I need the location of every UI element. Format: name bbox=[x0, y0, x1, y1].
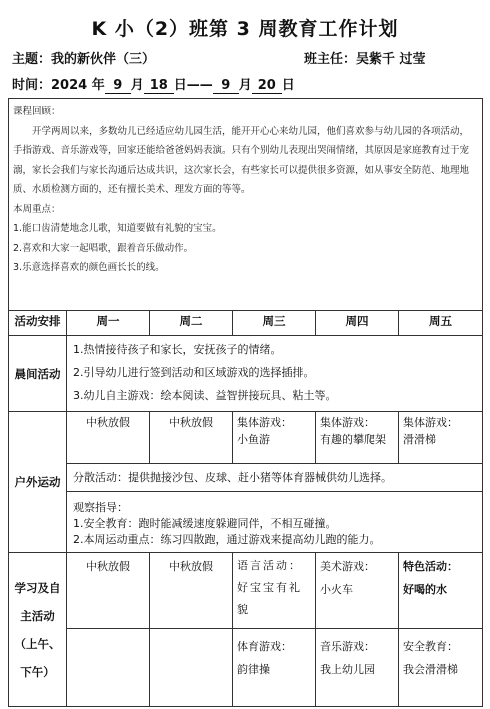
morning-content bbox=[67, 336, 483, 412]
date-month-word-2: 月 bbox=[238, 78, 252, 93]
observe-heading: 观察指导： bbox=[73, 501, 128, 514]
date-line bbox=[12, 74, 295, 94]
learning-cell: 中秋放假 bbox=[67, 553, 150, 629]
theme-value: 我的新伙伴（三） bbox=[51, 52, 156, 67]
date-end-day: 20 bbox=[252, 78, 282, 94]
scatter-activity: 分散活动：提供抛接沙包、皮球、赶小猪等体育器械供幼儿选择。 bbox=[67, 464, 483, 492]
learning-label-line: 下午） bbox=[20, 664, 55, 679]
theme-label: 主题： bbox=[12, 52, 52, 67]
outdoor-day-cell: 中秋放假 bbox=[150, 412, 233, 464]
date-end-month: 9 bbox=[213, 78, 239, 94]
header-row bbox=[9, 311, 483, 336]
outdoor-days-row bbox=[9, 412, 483, 464]
outdoor-observe-row bbox=[9, 492, 483, 553]
learning-label bbox=[9, 553, 67, 707]
learning-cell: 美术游戏： 小火车 bbox=[316, 553, 399, 629]
plan-table bbox=[8, 98, 483, 707]
learning-cell: 特色活动： 好喝的水 bbox=[399, 553, 483, 629]
date-start-month: 9 bbox=[105, 78, 131, 94]
outdoor-day-cell: 集体游戏： 滑滑梯 bbox=[399, 412, 483, 464]
teacher-label: 班主任： bbox=[304, 52, 357, 67]
header-day: 周五 bbox=[399, 311, 483, 336]
learning-label-line: （上午、 bbox=[14, 636, 61, 651]
learning-cell bbox=[67, 629, 150, 707]
page-title: K 小（2）班第 3 周教育工作计划 bbox=[91, 18, 399, 40]
teacher-value: 吴紫千 过莹 bbox=[356, 52, 426, 67]
focus-item: 1.能口齿清楚地念儿歌，知道要做有礼貌的宝宝。 bbox=[13, 223, 222, 234]
morning-line: 3.幼儿自主游戏：绘本阅读、益智拼接玩具、粘土等。 bbox=[73, 389, 337, 402]
learning-cell bbox=[150, 629, 233, 707]
date-separator: 日—— bbox=[173, 78, 213, 93]
header-day: 周四 bbox=[316, 311, 399, 336]
outdoor-day-cell: 中秋放假 bbox=[67, 412, 150, 464]
theme-line bbox=[12, 48, 155, 67]
learning-cell: 安全教育： 我会滑滑梯 bbox=[399, 629, 483, 707]
learning-row-1 bbox=[9, 553, 483, 629]
focus-heading: 本周重点： bbox=[13, 203, 61, 215]
outdoor-day-cell: 集体游戏： 有趣的攀爬架 bbox=[316, 412, 399, 464]
observe-item: 2.本周运动重点：练习四散跑，通过游戏来提高幼儿跑的能力。 bbox=[73, 533, 381, 546]
observation-guidance bbox=[67, 492, 483, 553]
learning-cell: 语言活动： 好宝宝有礼貌 bbox=[233, 553, 316, 629]
header-day: 周二 bbox=[150, 311, 233, 336]
morning-line: 1.热情接待孩子和家长，安抚孩子的情绪。 bbox=[73, 343, 282, 356]
morning-row bbox=[9, 336, 483, 412]
date-day-word: 日 bbox=[281, 78, 295, 93]
date-label: 时间： bbox=[12, 78, 52, 93]
observe-item: 1.安全教育：跑时能减缓速度躲避同伴，不相互碰撞。 bbox=[73, 517, 337, 530]
morning-label: 晨间活动 bbox=[9, 336, 67, 412]
learning-label-line: 学习及自 bbox=[14, 580, 61, 595]
review-heading: 课程回顾： bbox=[13, 106, 61, 117]
review-body: 开学两周以来，多数幼儿已经适应幼儿园生活，能开开心心来幼儿园，他们喜欢参与幼儿园的各项活动，手指游戏、音乐游戏等，回家还能给爸爸妈妈表演。只有个别幼儿表现出哭闹情绪，其原因是家庭教育过于宠溺，家长会我们与家长沟通后达成共识，这次家长会，有些家长可以提供很多资源，如从事安全防范、地理地质、水质检测方面的，还有擅长美术、理发方面的等等。 bbox=[13, 125, 470, 195]
date-start-day: 18 bbox=[144, 78, 174, 94]
learning-cell: 音乐游戏： 我上幼儿园 bbox=[316, 629, 399, 707]
header-activity: 活动安排 bbox=[9, 311, 67, 336]
outdoor-label: 户外运动 bbox=[9, 412, 67, 553]
course-review bbox=[9, 99, 483, 311]
header-day: 周三 bbox=[233, 311, 316, 336]
teacher-line bbox=[304, 48, 426, 67]
focus-item: 3.乐意选择喜欢的颜色画长长的线。 bbox=[13, 262, 165, 273]
focus-item: 2.喜欢和大家一起唱歌，跟着音乐做动作。 bbox=[13, 242, 194, 254]
learning-row-2 bbox=[9, 629, 483, 707]
date-year: 2024 年 bbox=[51, 78, 105, 93]
header-day: 周一 bbox=[67, 311, 150, 336]
outdoor-scatter-row bbox=[9, 464, 483, 492]
outdoor-day-cell: 集体游戏： 小鱼游 bbox=[233, 412, 316, 464]
learning-cell: 中秋放假 bbox=[150, 553, 233, 629]
date-month-word: 月 bbox=[130, 78, 144, 93]
morning-line: 2.引导幼儿进行签到活动和区域游戏的选择插排。 bbox=[73, 366, 315, 379]
review-row bbox=[9, 99, 483, 311]
learning-label-line: 主活动 bbox=[20, 608, 55, 623]
learning-cell: 体育游戏： 韵律操 bbox=[233, 629, 316, 707]
